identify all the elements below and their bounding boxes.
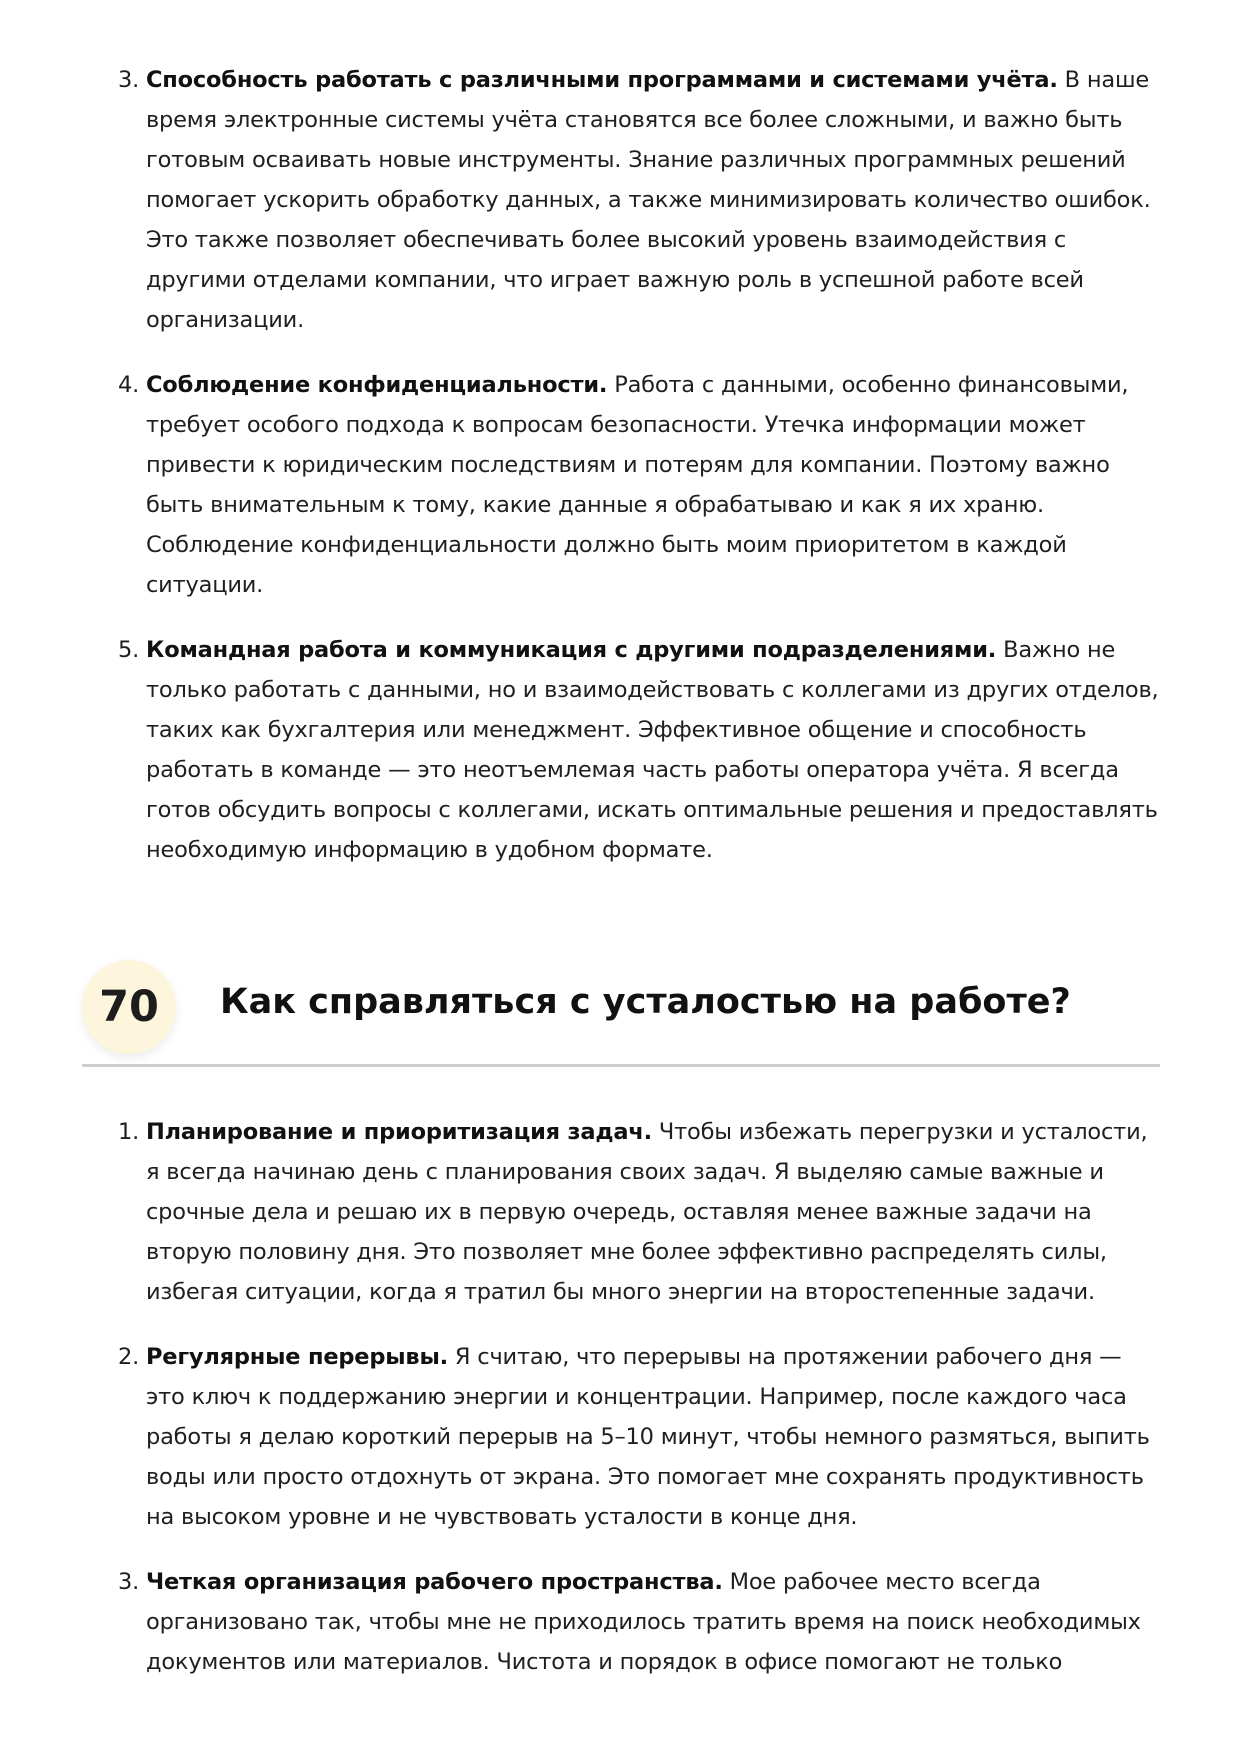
- question-number-badge: 70: [82, 960, 176, 1054]
- list-item-title: Регулярные перерывы.: [146, 1344, 448, 1370]
- answer-list-previous: [0, 60, 1239, 895]
- list-item: [0, 1112, 1239, 1312]
- list-item-number: 5.: [118, 637, 140, 663]
- list-item-title: Командная работа и коммуникация с другими подразделениями.: [146, 637, 997, 663]
- list-item-title: Способность работать с различными программами и системами учёта.: [146, 67, 1058, 93]
- list-item-number: 1.: [118, 1119, 140, 1145]
- answer-list-current: [0, 1112, 1239, 1707]
- list-item-title: Четкая организация рабочего пространства.: [146, 1569, 723, 1595]
- list-item: [0, 60, 1239, 340]
- list-item-number: 4.: [118, 372, 140, 398]
- list-item-number: 3.: [118, 67, 140, 93]
- list-item: [0, 365, 1239, 605]
- list-item-text: В наше время электронные системы учёта становятся все более сложными, и важно быть готовым осваивать новые инструменты. Знание различных программных решений помогает ускорить обработку данных, а также минимизировать количество ошибок. Это также позволяет обеспечивать более высокий уровень взаимодействия с другими отделами компании, что играет важную роль в успешной работе всей организации.: [146, 67, 1151, 333]
- list-item-number: 3.: [118, 1569, 140, 1595]
- question-title: Как справляться с усталостью на работе?: [220, 982, 1071, 1022]
- list-item-text: Чтобы избежать перегрузки и усталости, я всегда начинаю день с планирования своих задач. Я выделяю самые важные и срочные дела и решаю их в первую очередь, оставляя менее важные задачи на вторую половину дня. Это позволяет мне более эффективно распределять силы, избегая ситуации, когда я тратил бы много энергии на второстепенные задачи.: [146, 1119, 1148, 1305]
- question-header: [82, 960, 1160, 1068]
- list-item-text: Работа с данными, особенно финансовыми, требует особого подхода к вопросам безопасности. Утечка информации может привести к юридическим последствиям и потерям для компании. Поэтому важно быть внимательным к тому, какие данные я обрабатываю и как я их храню. Соблюдение конфиденциальности должно быть моим приоритетом в каждой ситуации.: [146, 372, 1129, 598]
- list-item-text: Мое рабочее место всегда организовано так, чтобы мне не приходилось тратить время на поиск необходимых документов или материалов. Чистота и порядок в офисе помогают не только: [146, 1569, 1141, 1675]
- list-item-title: Соблюдение конфиденциальности.: [146, 372, 608, 398]
- list-item-text: Важно не только работать с данными, но и взаимодействовать с коллегами из других отделов, таких как бухгалтерия или менеджмент. Эффективное общение и способность работать в команде — это неотъемлемая часть работы оператора учёта. Я всегда готов обсудить вопросы с коллегами, искать оптимальные решения и предоставлять необходимую информацию в удобном формате.: [146, 637, 1159, 863]
- list-item: [0, 1337, 1239, 1537]
- header-divider: [82, 1064, 1160, 1067]
- list-item: [0, 630, 1239, 870]
- list-item: [0, 1562, 1239, 1682]
- list-item-number: 2.: [118, 1344, 140, 1370]
- list-item-title: Планирование и приоритизация задач.: [146, 1119, 652, 1145]
- list-item-text: Я считаю, что перерывы на протяжении рабочего дня — это ключ к поддержанию энергии и концентрации. Например, после каждого часа работы я делаю короткий перерыв на 5–10 минут, чтобы немного размяться, выпить воды или просто отдохнуть от экрана. Это помогает мне сохранять продуктивность на высоком уровне и не чувствовать усталости в конце дня.: [146, 1344, 1150, 1530]
